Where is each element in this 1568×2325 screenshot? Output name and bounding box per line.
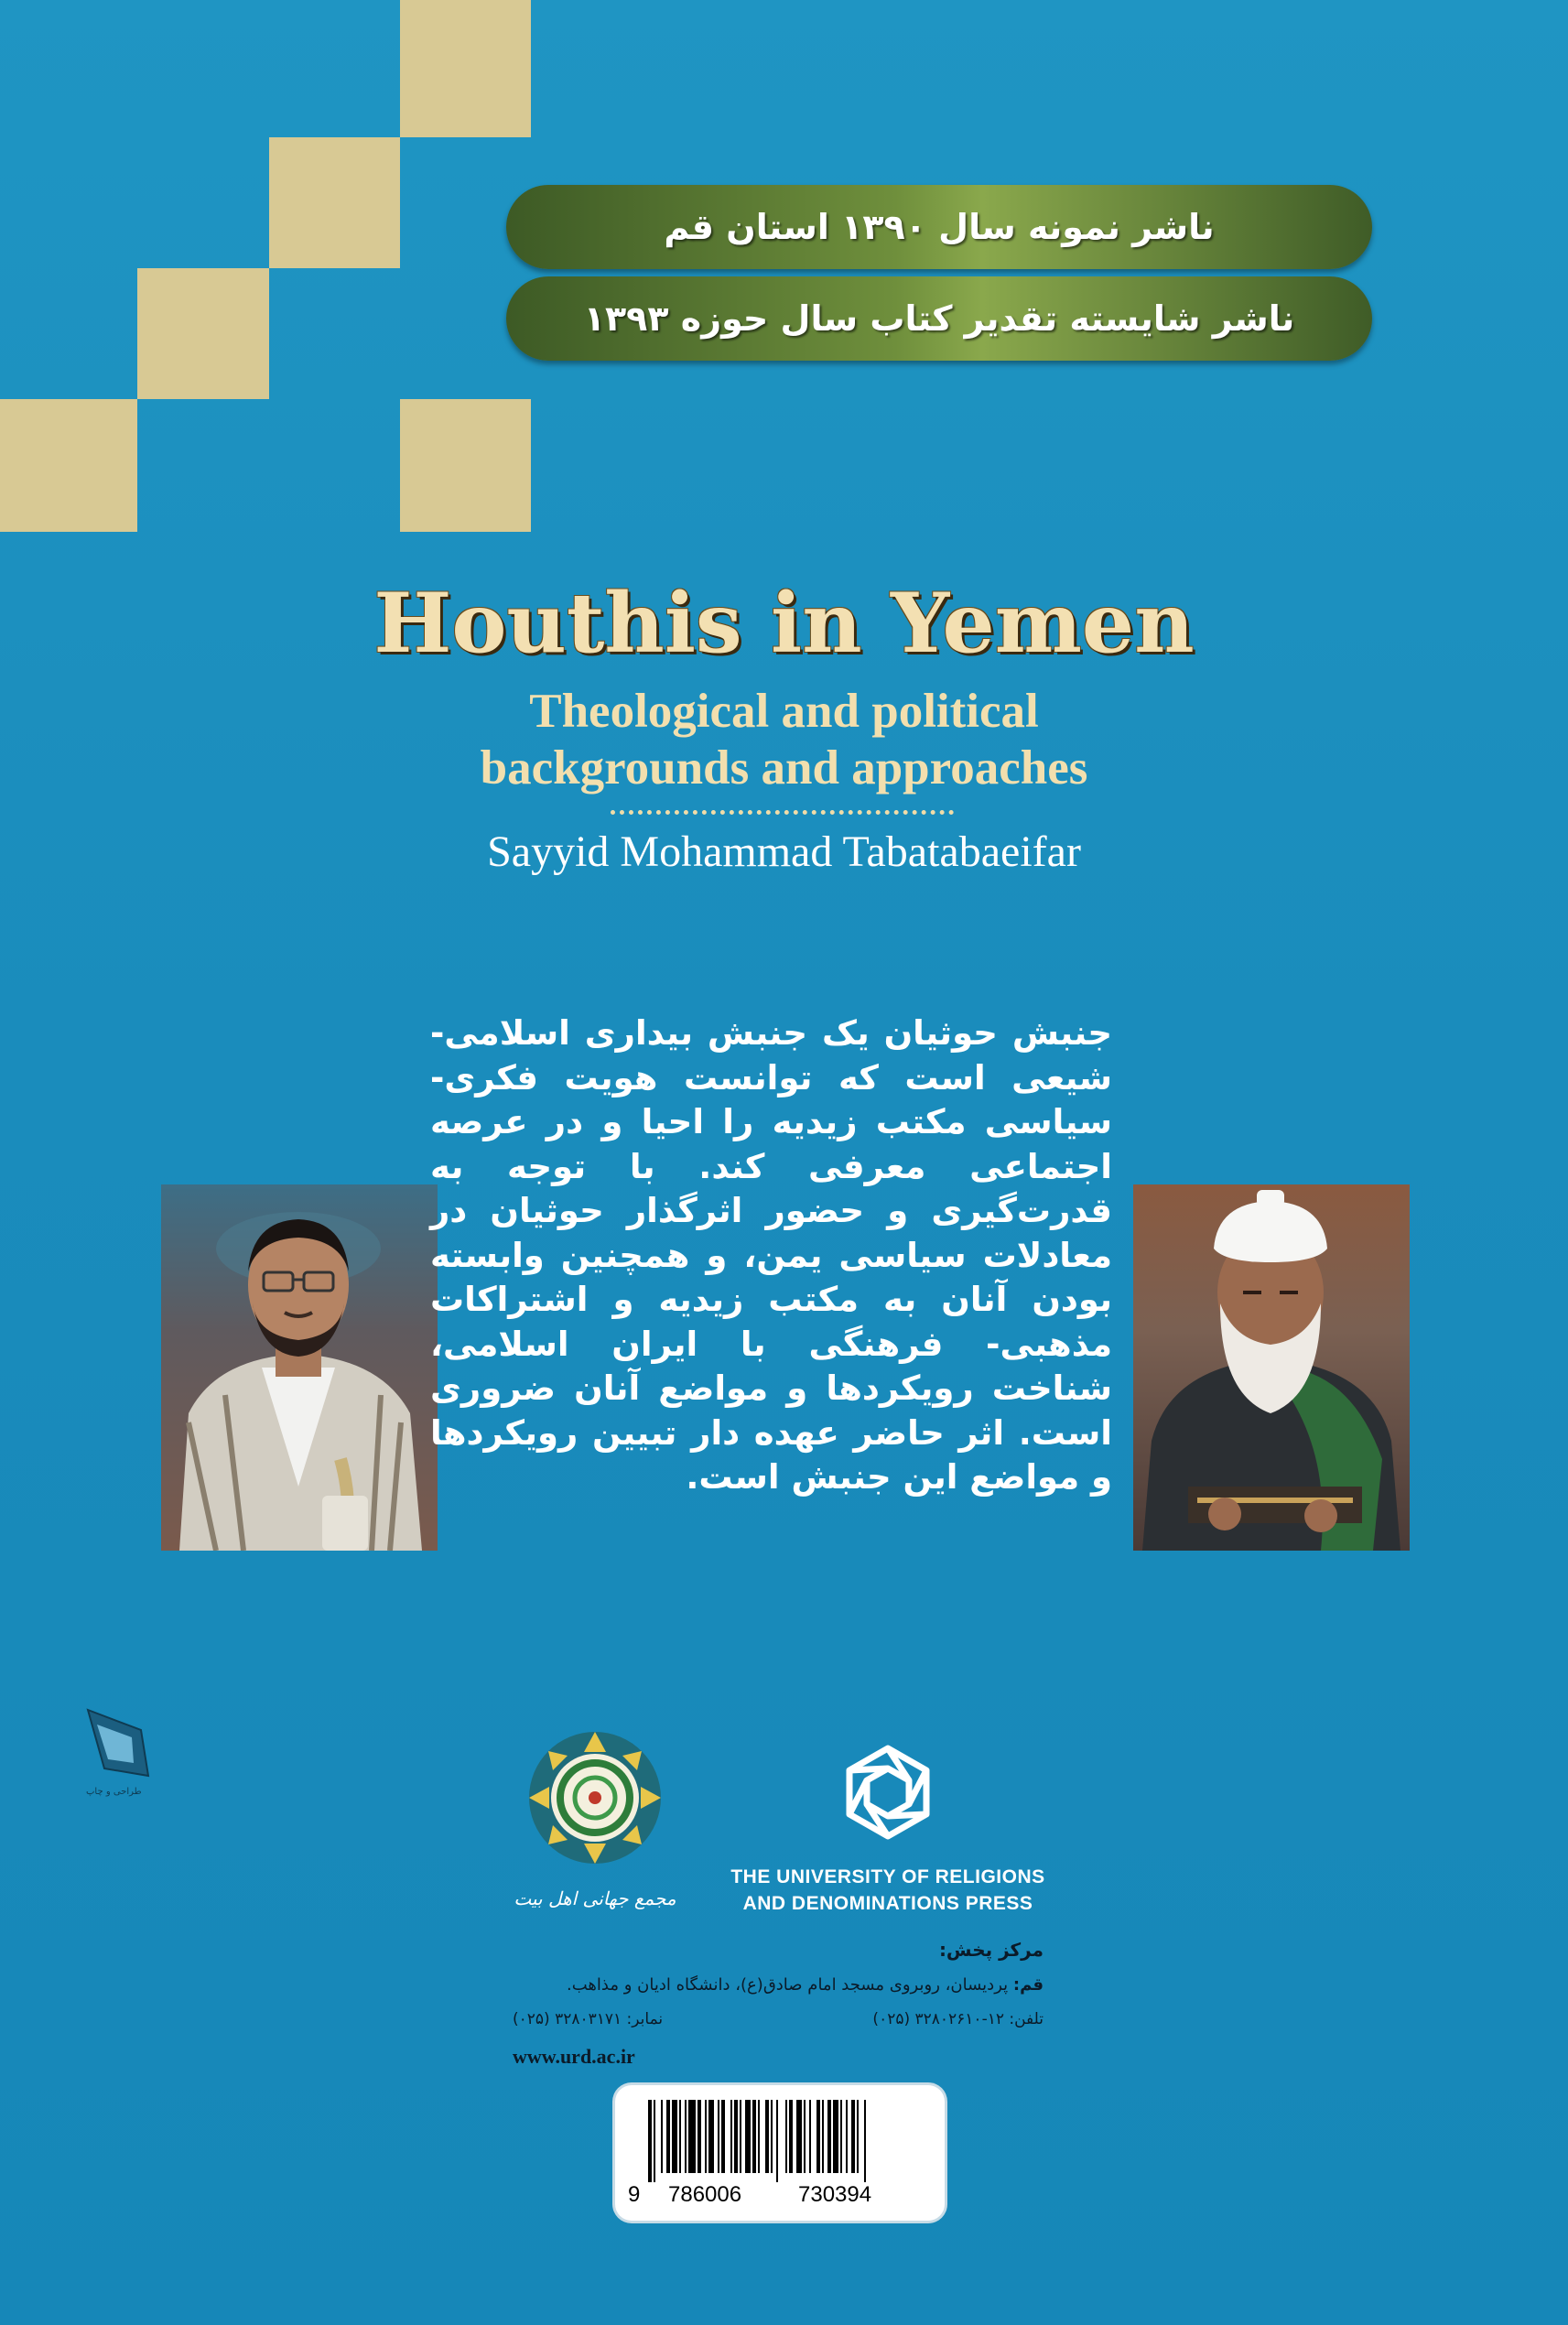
barcode-group-2: 730394	[798, 2182, 872, 2207]
barcode-bar	[688, 2100, 696, 2173]
barcode-bar	[661, 2100, 663, 2173]
barcode-bar	[864, 2100, 866, 2182]
barcode-bar	[734, 2100, 738, 2173]
distribution-contact	[513, 2010, 1044, 2028]
decor-square	[400, 0, 531, 137]
award-badge-2	[506, 276, 1372, 361]
barcode-bar	[745, 2100, 751, 2173]
book-title: Houthis in Yemen	[373, 575, 1195, 672]
barcode-bar	[685, 2100, 687, 2173]
barcode-bars	[635, 2100, 925, 2182]
barcode-bar	[718, 2100, 719, 2173]
barcode-lead-digit: 9	[628, 2182, 641, 2207]
barcode-bar	[752, 2100, 756, 2173]
barcode-bar	[654, 2100, 655, 2182]
address-text: پردیسان، روبروی مسجد امام صادق(ع)، دانشگاه ادیان و مذاهب.	[567, 1975, 1009, 1995]
barcode-bar	[708, 2100, 714, 2173]
decor-square	[269, 137, 400, 268]
barcode-bar	[833, 2100, 838, 2173]
author-name: Sayyid Mohammad Tabatabaeifar	[487, 827, 1081, 876]
phone-number: تلفن: ۱۲-۳۲۸۰۲۶۱۰ (۰۲۵)	[872, 2010, 1044, 2028]
svg-text:طراحی و چاپ: طراحی و چاپ	[86, 1787, 142, 1797]
portrait-right-illustration	[1133, 1184, 1410, 1551]
award-text-2: ناشر شایسته تقدیر کتاب سال حوزه ۱۳۹۳	[583, 298, 1295, 339]
university-line-2: AND DENOMINATIONS PRESS	[742, 1893, 1033, 1914]
barcode-bar	[816, 2100, 820, 2173]
ahlulbayt-label: مجمع جهانی اهل بیت	[514, 1887, 676, 1909]
barcode-bar	[804, 2100, 806, 2173]
barcode-bar	[796, 2100, 802, 2173]
dotted-divider	[611, 810, 954, 815]
distribution-address	[513, 1975, 1044, 1995]
barcode-group-1: 786006	[668, 2182, 742, 2207]
barcode-bar	[827, 2100, 831, 2173]
book-subtitle	[0, 683, 1568, 796]
barcode-bar	[771, 2100, 773, 2173]
barcode-bar	[857, 2100, 859, 2173]
barcode-bar	[730, 2100, 732, 2173]
address-city: قم:	[1012, 1975, 1044, 1995]
barcode-bar	[672, 2100, 677, 2173]
publisher-website: www.urd.ac.ir	[513, 2045, 635, 2068]
barcode-bar	[765, 2100, 769, 2173]
university-emblem-icon	[828, 1739, 947, 1849]
barcode-bar	[809, 2100, 811, 2173]
barcode-bar	[789, 2100, 793, 2173]
barcode-bar	[666, 2100, 670, 2173]
subtitle-line-2: backgrounds and approaches	[480, 741, 1088, 795]
barcode-bar	[822, 2100, 824, 2173]
portrait-left-illustration	[161, 1184, 438, 1551]
university-line-1: THE UNIVERSITY OF RELIGIONS	[730, 1866, 1045, 1887]
barcode-bar	[648, 2100, 652, 2182]
barcode-bar	[851, 2100, 855, 2173]
barcode-bar	[697, 2100, 701, 2173]
university-press-name	[723, 1864, 1053, 1917]
ahlulbayt-emblem-icon	[522, 1725, 668, 1871]
barcode-bar	[705, 2100, 707, 2173]
award-text-1: ناشر نمونه سال ۱۳۹۰ استان قم	[664, 207, 1215, 247]
barcode-bar	[776, 2100, 778, 2182]
barcode-bar	[840, 2100, 842, 2173]
designer-logo-icon	[77, 1703, 159, 1812]
book-description: جنبش حوثیان یک جنبش بیداری اسلامی- شیعی است که توانست هویت فکری- سیاسی مکتب زیدیه را احیا و در عرصه اجتماعی معرفی کند. با توجه به قدرت‌گیری و حضور اثرگذار حوثیان در معادلات سیاسی یمن، و همچنین وابسته بودن آنان به مکتب زیدیه و اشتراکات مذهبی- فرهنگی با ایران اسلامی، شناخت رویکردها و مواضع آنان ضروری است. اثر حاضر عهده دار تبیین رویکردها و مواضع این جنبش است.	[430, 1013, 1112, 1497]
designer-mark	[77, 1703, 159, 1812]
portrait-photo-right	[1133, 1184, 1410, 1551]
isbn-barcode	[615, 2085, 945, 2221]
barcode-bar	[740, 2100, 741, 2173]
fax-number: نمابر: ۳۲۸۰۳۱۷۱ (۰۲۵)	[513, 2010, 664, 2028]
barcode-bar	[846, 2100, 848, 2173]
award-badge-1	[506, 185, 1372, 269]
distribution-title: مرکز پخش:	[938, 1939, 1044, 1961]
barcode-bar	[758, 2100, 760, 2173]
barcode-bar	[679, 2100, 681, 2173]
subtitle-line-1: Theological and political	[529, 685, 1039, 738]
barcode-bar	[785, 2100, 787, 2173]
decor-square	[400, 399, 531, 532]
decor-square	[137, 268, 269, 399]
decor-square	[0, 399, 137, 532]
portrait-photo-left	[161, 1184, 438, 1551]
barcode-bar	[721, 2100, 725, 2173]
